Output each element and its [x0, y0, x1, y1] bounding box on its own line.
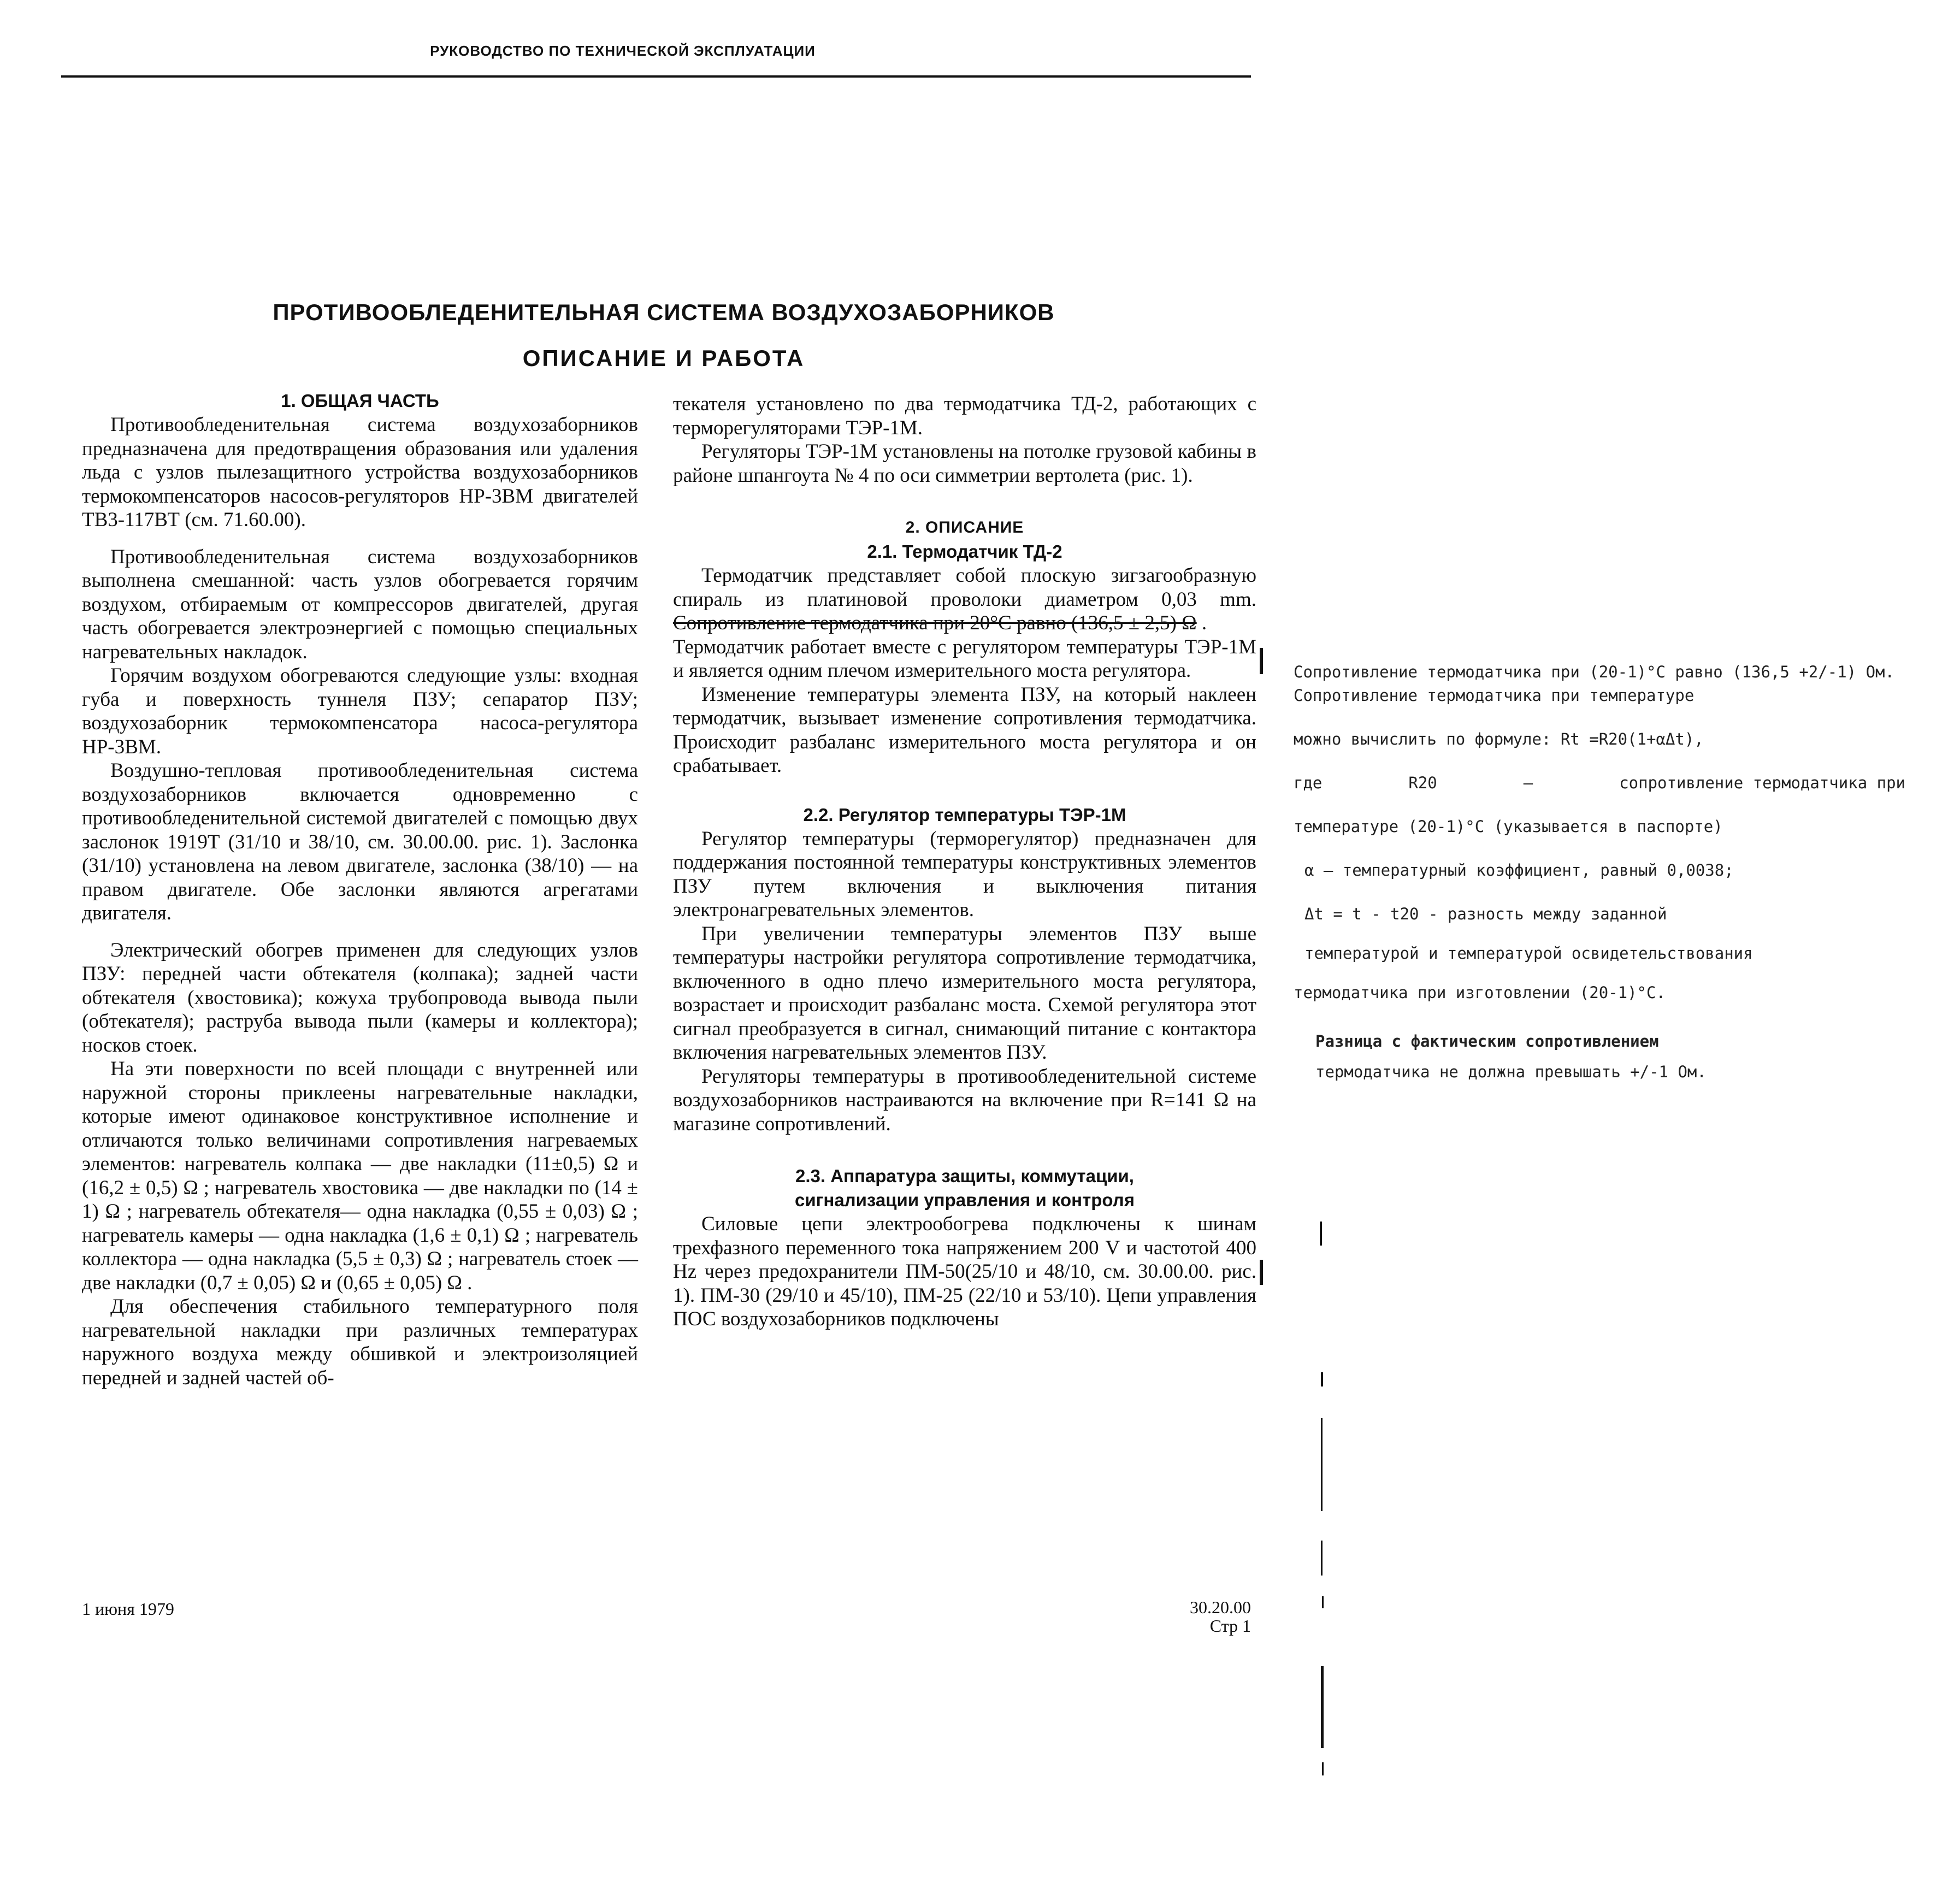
document-title: ПРОТИВООБЛЕДЕНИТЕЛЬНАЯ СИСТЕМА ВОЗДУХОЗАБОРНИКОВ	[273, 299, 1055, 325]
paragraph: Электрический обогрев применен для следующих узлов ПЗУ: передней части обтекателя (колпака); задней части обтекателя (хвостовика); кожуха трубопровода вывода пыли (обтекателя); раструба вывода пыли (камеры и коллектора); носков стоек.	[82, 939, 638, 1057]
paragraph: Регуляторы ТЭР-1М установлены на потолке грузовой кабины в районе шпангоута № 4 по оси симметрии вертолета (рис. 1).	[673, 440, 1256, 487]
section-1-heading: 1. ОБЩАЯ ЧАСТЬ	[281, 391, 439, 411]
note-text: можно вычислить по формуле:	[1294, 730, 1561, 748]
subsection-2-2-heading: 2.2. Регулятор температуры ТЭР-1М	[803, 804, 1126, 825]
header-rule	[61, 75, 1251, 78]
page-number: Стр 1	[1209, 1616, 1251, 1636]
paragraph-text: Термодатчик представляет собой плоскую зигзагообразную спираль из платиновой проволоки диаметром 0,03 mm.	[673, 564, 1256, 611]
note-line: Δt = t - t20 - разность между заданной	[1304, 905, 1667, 923]
document-subtitle: ОПИСАНИЕ И РАБОТА	[522, 345, 805, 371]
note-line	[1294, 1026, 1905, 1087]
note-text: R20	[1408, 774, 1437, 792]
note-text: сопротивление термодатчика при	[1619, 774, 1905, 792]
paragraph: Термодатчик работает вместе с регулятором температуры ТЭР-1М и является одним плечом измерительного моста регулятора.	[673, 635, 1256, 682]
paragraph: Противообледенительная система воздухозаборников предназначена для предотвращения образования или удаления льда с узлов пылезащитного устройства воздухозаборников термокомпенсаторов насосов-регуляторов НР-3ВМ двигателей ТВ3-117ВТ (см. 71.60.00).	[82, 414, 638, 531]
revision-bar	[1321, 1541, 1323, 1576]
paragraph: Воздушно-тепловая противообледенительная система воздухозаборников включается одновременно с противообледенительной системой двигателей с помощью двух заслонок 1919Т (31/10 и 38/10, см. 30.00.00. рис. 1). Заслонка (31/10) установлена на левом двигателе, заслонка (38/10) — на правом двигателе. Обе заслонки являются агрегатами двигателя.	[82, 759, 638, 924]
paragraph: Противообледенительная система воздухозаборников выполнена смешанной: часть узлов обогревается горячим воздухом, отбираемым от компрессоров двигателей, другая часть обогревается электроэнергией с помощью специальных нагревательных накладок.	[82, 545, 638, 663]
subsection-2-3-heading-cont: сигнализации управления и контроля	[795, 1190, 1135, 1210]
note-text: где	[1294, 774, 1323, 792]
margin-note	[1294, 662, 1905, 1087]
paragraph: Регуляторы температуры в противообледенительной системе воздухозаборников настраиваются на включение при R=141 Ω на магазине сопротивлений.	[673, 1065, 1256, 1135]
note-formula: Rt =R20(1+αΔt),	[1560, 730, 1704, 748]
note-line	[1294, 730, 1905, 748]
note-line: Сопротивление термодатчика при (20-1)°С равно (136,5 +2/-1) Ом.	[1294, 663, 1894, 681]
subsection-2-3-heading: 2.3. Аппаратура защиты, коммутации,	[795, 1166, 1134, 1186]
paragraph-text: .	[1196, 612, 1207, 634]
section-2-heading: 2. ОПИСАНИЕ	[905, 518, 1024, 536]
paragraph: Для обеспечения стабильного температурного поля нагревательной накладки при различных температурах наружного воздуха между обшивкой и электроизоляцией передней и задней частей об-	[82, 1295, 638, 1389]
paragraph: Изменение температуры элемента ПЗУ, на который наклеен термодатчик, вызывает изменение сопротивления термодатчика. Происходит разбаланс измерительного моста регулятора и он срабатывает.	[673, 683, 1256, 777]
note-line: α – температурный коэффициент, равный 0,0038;	[1304, 861, 1734, 880]
revision-bar	[1322, 1596, 1324, 1608]
column-left	[82, 389, 638, 1390]
note-line: температурой и температурой освидетельствования	[1304, 944, 1753, 963]
note-line	[1294, 774, 1905, 792]
note-text: –	[1523, 774, 1533, 792]
revision-bar	[1321, 1418, 1323, 1511]
revision-bar	[1321, 1666, 1324, 1748]
paragraph	[673, 564, 1256, 635]
revision-bar	[1321, 1372, 1323, 1386]
paragraph: текателя установлено по два термодатчика ТД-2, работающих с терморегуляторами ТЭР-1М.	[673, 393, 1256, 439]
note-line: Сопротивление термодатчика при температуре	[1294, 686, 1695, 705]
note-text: Разница с фактическим сопротивлением	[1315, 1032, 1659, 1051]
note-line: температуре (20-1)°С (указывается в паспорте)	[1294, 817, 1723, 836]
subsection-2-1-heading: 2.1. Термодатчик ТД-2	[867, 541, 1062, 562]
revision-bar	[1260, 648, 1263, 674]
revision-bar	[1320, 1222, 1322, 1246]
paragraph: Горячим воздухом обогреваются следующие узлы: входная губа и поверхность туннеля ПЗУ; сепаратор ПЗУ; воздухозаборник термокомпенсатора насоса-регулятора НР-3ВМ.	[82, 664, 638, 758]
paragraph: Силовые цепи электрообогрева подключены к шинам трехфазного переменного тока напряжением 200 V и частотой 400 Hz через предохранители ПМ-50(25/10 и 48/10, см. 30.00.00. рис. 1). ПМ-30 (29/10 и 45/10), ПМ-25 (22/10 и 53/10). Цепи управления ПОС воздухозаборников подключены	[673, 1213, 1256, 1330]
revision-bar	[1322, 1762, 1324, 1775]
revision-bar	[1260, 1260, 1263, 1285]
note-line: термодатчика при изготовлении (20-1)°С.	[1294, 983, 1666, 1002]
paragraph: Регулятор температуры (терморегулятор) предназначен для поддержания постоянной температуры конструктивных элементов ПЗУ путем включения и выключения питания электронагревательных элементов.	[673, 827, 1256, 921]
footer-date: 1 июня 1979	[82, 1599, 174, 1619]
footer-code	[1169, 1598, 1251, 1635]
chapter-code: 30.20.00	[1190, 1597, 1251, 1617]
paragraph: При увеличении температуры элементов ПЗУ выше температуры настройки регулятора сопротивление термодатчика, включенного в одно плечо измерительного моста регулятора, возрастает и происходит разбаланс моста. Схемой регулятора этот сигнал преобразуется в сигнал, снимающий питание с контактора включения нагревательных элементов ПЗУ.	[673, 922, 1256, 1064]
note-text: термодатчика не должна превышать +/-1 Ом.	[1315, 1063, 1707, 1081]
running-header: РУКОВОДСТВО ПО ТЕХНИЧЕСКОЙ ЭКСПЛУАТАЦИИ	[430, 43, 816, 59]
paragraph: На эти поверхности по всей площади с внутренней или наружной стороны приклеены нагревательные накладки, которые имеют одинаковое конструктивное исполнение и отличаются только величинами сопротивления нагреваемых элементов: нагреватель колпака — две накладки (11±0,5) Ω и (16,2 ± 0,5) Ω ; нагреватель хвостовика — две накладки по (14 ± 1) Ω ; нагреватель обтекателя— одна накладка (0,55 ± 0,03) Ω ; нагреватель камеры — одна накладка (1,6 ± 0,1) Ω ; нагреватель коллектора — одна накладка (5,5 ± 0,3) Ω ; нагреватель стоек — две накладки (0,7 ± 0,05) Ω и (0,65 ± 0,05) Ω .	[82, 1058, 638, 1294]
column-right	[673, 392, 1256, 1331]
struck-text: Сопротивление термодатчика при 20°С равно (136,5 ± 2,5) Ω	[673, 612, 1197, 634]
